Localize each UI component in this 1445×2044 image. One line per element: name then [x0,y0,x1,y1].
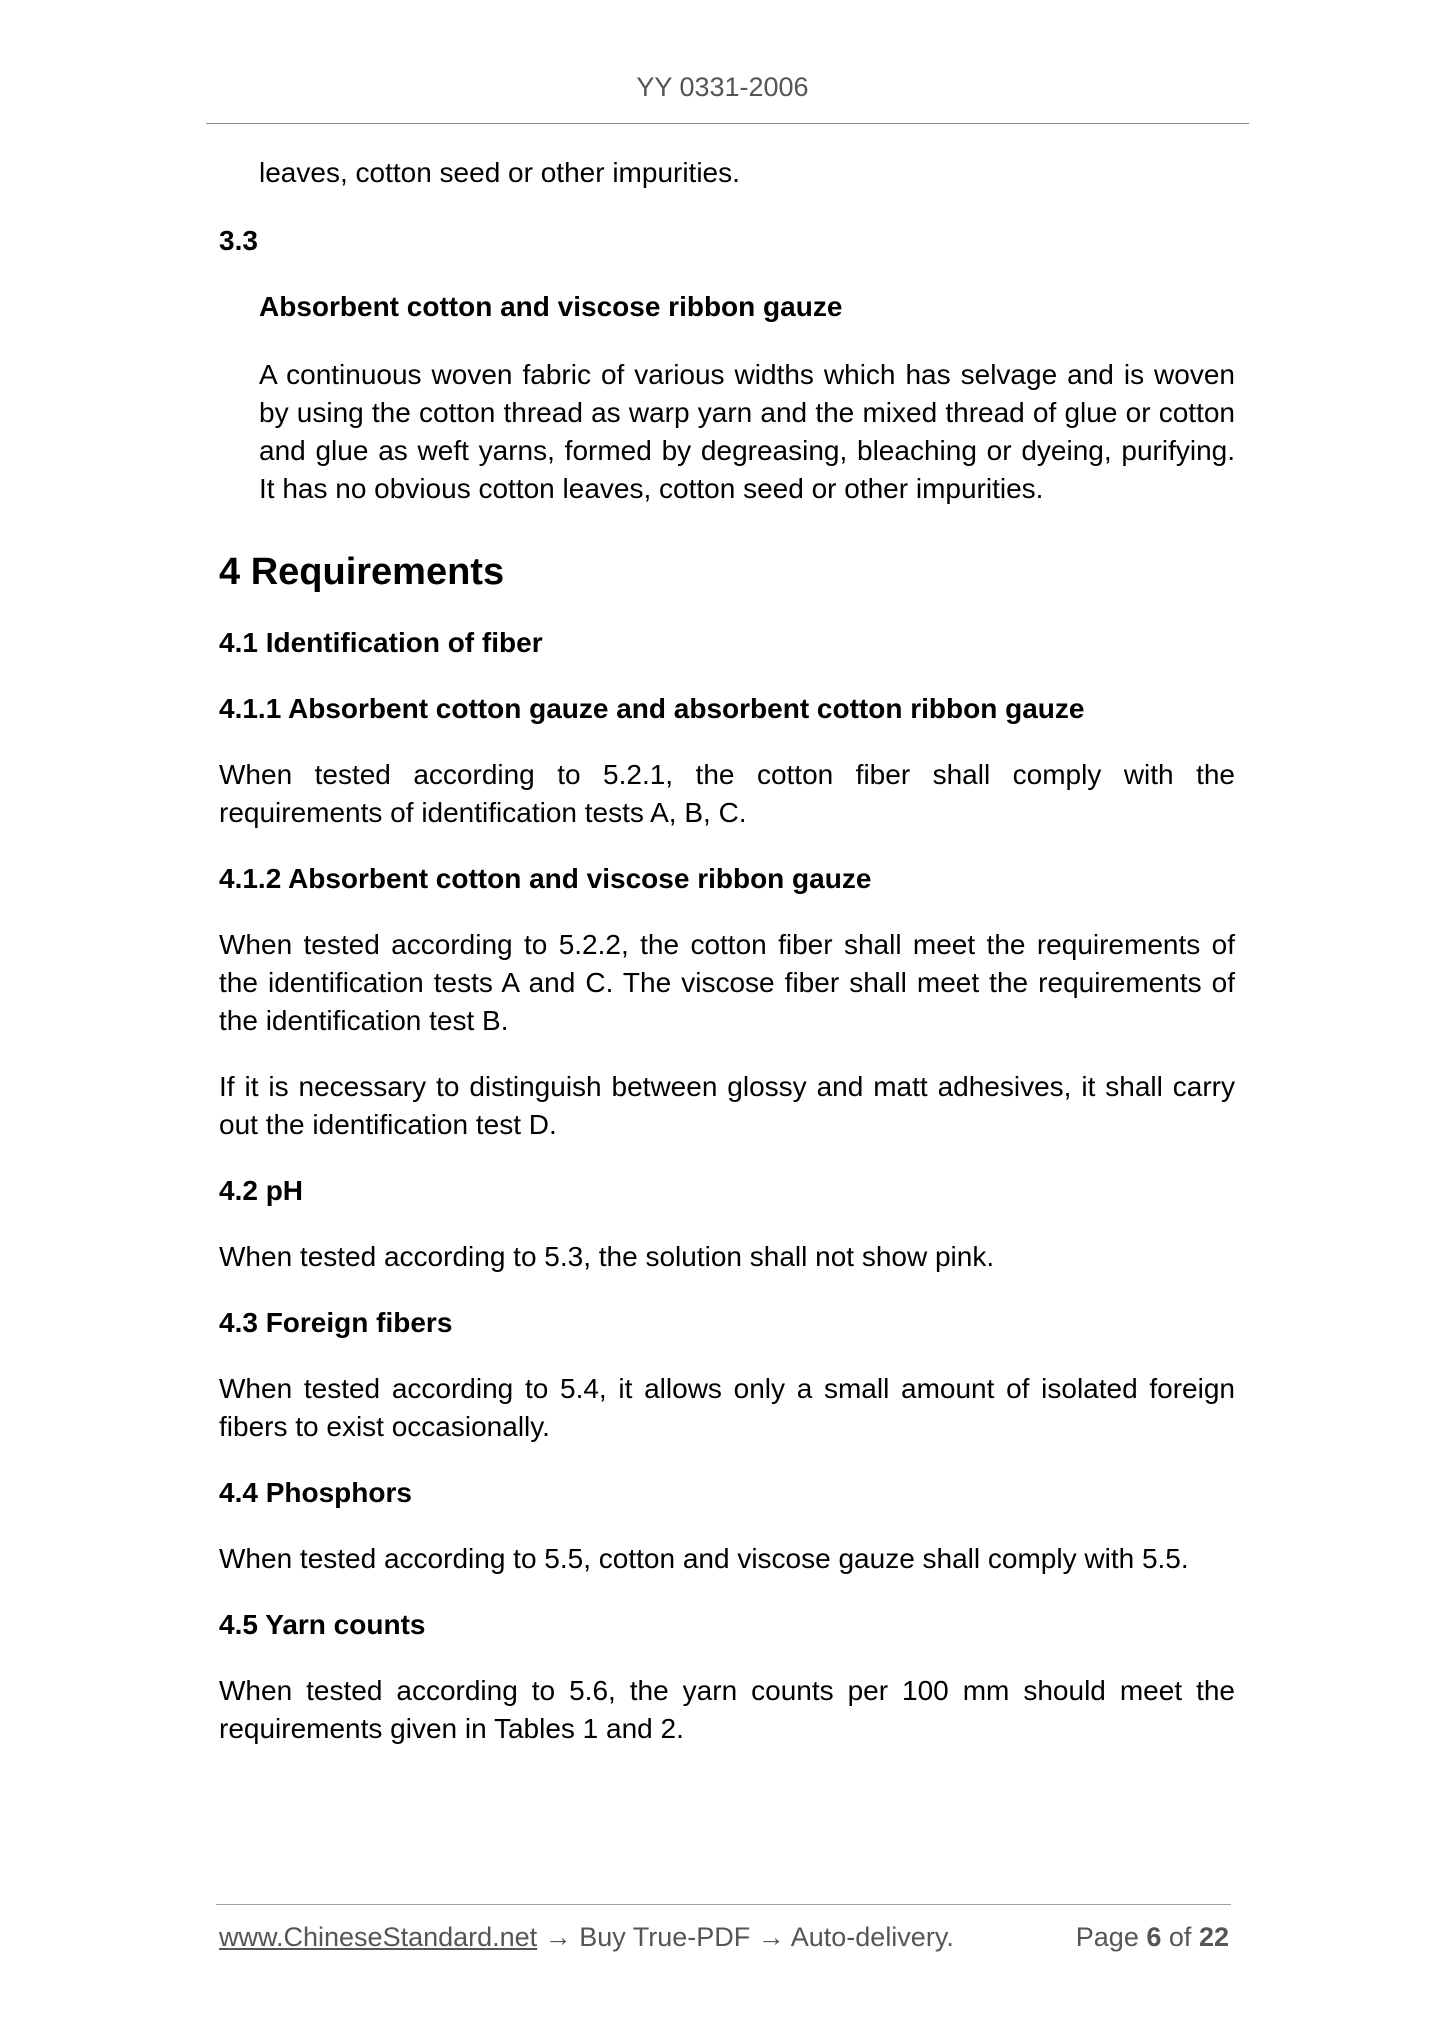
clause-4-2-heading: 4.2 pH [219,1175,304,1206]
clause-4-1-2-heading: 4.1.2 Absorbent cotton and viscose ribbon gauze [219,863,872,894]
clause-4-4-heading: 4.4 Phosphors [219,1477,412,1508]
page-total: 22 [1198,1922,1229,1952]
page-label: Page [1075,1922,1139,1952]
clause-4-5-text: When tested according to 5.6, the yarn counts per 100 mm should meet the requirements given in Tables 1 and 2. [219,1675,1235,1744]
clause-3-3-term: Absorbent cotton and viscose ribbon gauze [259,291,843,322]
clause-3-3-definition: A continuous woven fabric of various widths which has selvage and is woven by using the cotton thread as warp yarn and the mixed thread of glue or cotton and glue as weft yarns, formed by degreasing, bleaching or dyeing, purifying. It has no obvious cotton leaves, cotton seed or other impurities. [259,359,1235,504]
page-of-label: of [1168,1922,1192,1952]
header-standard-number: YY 0331-2006 [636,72,809,102]
page-indicator [1076,1922,1229,1953]
clause-4-1-1-text: When tested according to 5.2.1, the cotton fiber shall comply with the requirements of identification tests A, B, C. [219,759,1235,828]
header-divider [206,123,1249,124]
clause-4-3-heading: 4.3 Foreign fibers [219,1307,453,1338]
clause-4-1-2-text: When tested according to 5.2.2, the cotton fiber shall meet the requirements of the identification tests A and C. The viscose fiber shall meet the requirements of the identification test B. [219,929,1235,1036]
clause-3-3-number: 3.3 [219,225,258,256]
section-4-heading: 4 Requirements [219,551,505,593]
page-current: 6 [1146,1922,1162,1952]
clause-4-5-heading: 4.5 Yarn counts [219,1609,426,1640]
clause-4-3-text: When tested according to 5.4, it allows only a small amount of isolated foreign fibers to exist occasionally. [219,1373,1235,1442]
clause-4-2-text: When tested according to 5.3, the solution shall not show pink. [219,1241,995,1272]
footer-divider [216,1904,1231,1905]
clause-4-4-text: When tested according to 5.5, cotton and viscose gauze shall comply with 5.5. [219,1543,1189,1574]
footer-promo-text: → Buy True-PDF → Auto-delivery. [537,1922,954,1952]
continuation-text: leaves, cotton seed or other impurities. [259,157,740,188]
clause-4-1-2-note: If it is necessary to distinguish between glossy and matt adhesives, it shall carry out the identification test D. [219,1071,1235,1140]
footer-promo [219,1922,954,1953]
clause-4-1-heading: 4.1 Identification of fiber [219,627,543,658]
website-link[interactable]: www.ChineseStandard.net [219,1922,538,1952]
clause-4-1-1-heading: 4.1.1 Absorbent cotton gauze and absorbent cotton ribbon gauze [219,693,1085,724]
page-footer [219,1922,1229,1962]
document-body [219,150,1235,1748]
